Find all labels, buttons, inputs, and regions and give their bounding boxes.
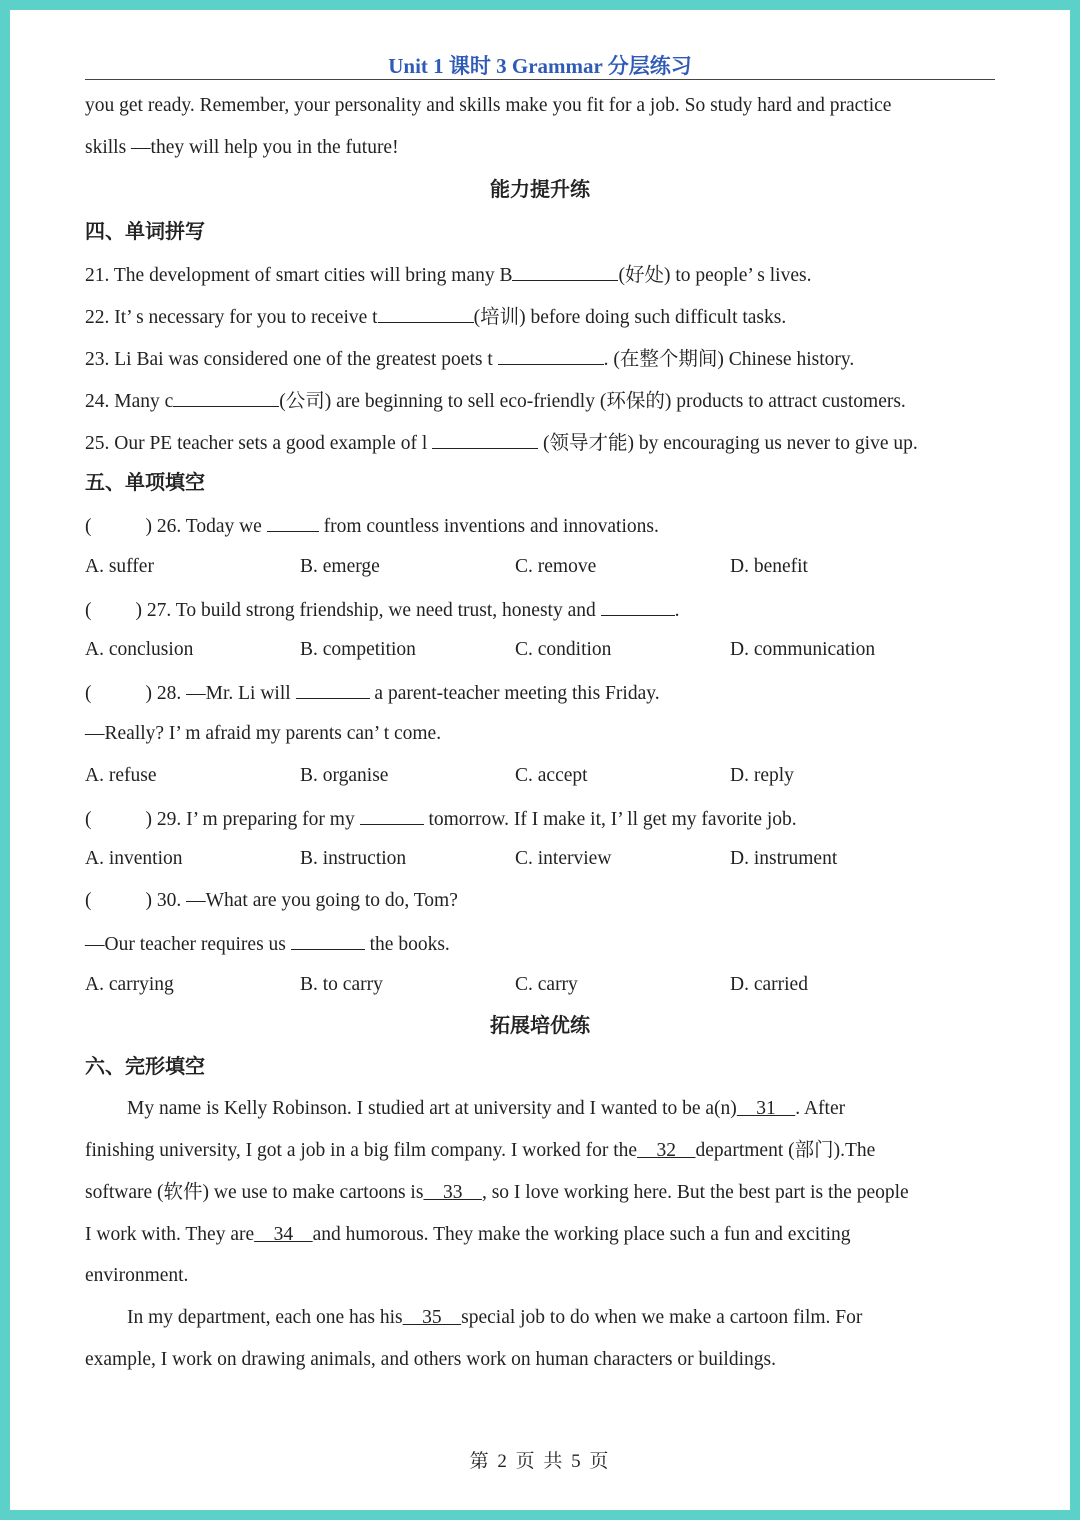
question-28 xyxy=(85,680,660,706)
section-title-ability: 能力提升练 xyxy=(490,179,590,201)
answer-blank[interactable] xyxy=(498,346,604,365)
cloze-text: software (软件) we use to make cartoons is xyxy=(85,1182,424,1203)
answer-blank[interactable] xyxy=(512,262,618,281)
question-25 xyxy=(85,430,918,456)
option-c[interactable]: C. remove xyxy=(515,556,597,577)
option-d[interactable]: D. reply xyxy=(730,765,794,786)
question-text: ) 27. To build strong friendship, we need trust, honesty and xyxy=(135,600,601,621)
part6-heading: 六、完形填空 xyxy=(85,1056,205,1078)
question-text: 23. Li Bai was considered one of the greatest poets t xyxy=(85,349,498,370)
question-text: (领导才能) by encouraging us never to give up. xyxy=(538,433,918,454)
answer-blank[interactable] xyxy=(296,680,370,699)
cloze-line xyxy=(127,1306,862,1330)
option-b[interactable]: B. competition xyxy=(300,639,416,660)
option-b[interactable]: B. emerge xyxy=(300,556,380,577)
intro-line: you get ready. Remember, your personality and skills make you fit for a job. So study hard and practice xyxy=(85,95,892,116)
cloze-blank-35[interactable]: 35 xyxy=(402,1307,462,1328)
question-text: . (在整个期间) Chinese history. xyxy=(603,349,855,370)
answer-paren: ( xyxy=(85,516,92,537)
question-text: ) 26. Today we xyxy=(145,516,267,537)
cloze-text: special job to do when we make a cartoon film. For xyxy=(461,1307,863,1328)
question-text: ) 29. I’ m preparing for my xyxy=(145,809,360,830)
cloze-line: environment. xyxy=(85,1265,189,1286)
cloze-line xyxy=(85,1181,909,1205)
question-text: ) 30. —What are you going to do, Tom? xyxy=(145,890,458,911)
option-a[interactable]: A. invention xyxy=(85,848,183,869)
cloze-text: . After xyxy=(795,1098,846,1119)
option-a[interactable]: A. carrying xyxy=(85,974,174,995)
answer-paren: ( xyxy=(85,809,92,830)
answer-blank[interactable] xyxy=(601,597,675,616)
cloze-text: My name is Kelly Robinson. I studied art at university and I wanted to be a(n) xyxy=(127,1098,737,1119)
option-d[interactable]: D. communication xyxy=(730,639,876,660)
answer-paren: ( xyxy=(85,890,92,911)
option-c[interactable]: C. carry xyxy=(515,974,578,995)
answer-blank[interactable] xyxy=(267,513,319,532)
option-a[interactable]: A. suffer xyxy=(85,556,154,577)
question-text: tomorrow. If I make it, I’ ll get my favorite job. xyxy=(423,809,797,830)
question-text: . xyxy=(674,600,680,621)
cloze-text: , so I love working here. But the best part is the people xyxy=(481,1182,909,1203)
part4-heading: 四、单词拼写 xyxy=(85,221,205,243)
question-24 xyxy=(85,388,906,414)
cloze-line xyxy=(85,1223,851,1247)
question-text: 24. Many c xyxy=(85,391,174,412)
answer-paren: ( xyxy=(85,600,92,621)
dialogue-reply xyxy=(85,931,450,957)
question-29 xyxy=(85,806,797,832)
option-b[interactable]: B. instruction xyxy=(300,848,407,869)
question-text: (公司) are beginning to sell eco-friendly (环保的) products to attract customers. xyxy=(279,391,906,412)
cloze-blank-34[interactable]: 34 xyxy=(254,1224,313,1245)
answer-blank[interactable] xyxy=(432,430,538,449)
answer-blank[interactable] xyxy=(378,304,474,323)
cloze-line xyxy=(127,1097,845,1121)
question-text: 25. Our PE teacher sets a good example of l xyxy=(85,433,433,454)
cloze-blank-33[interactable]: 33 xyxy=(423,1182,482,1203)
question-text: 21. The development of smart cities will bring many B xyxy=(85,265,513,286)
answer-blank[interactable] xyxy=(360,806,424,825)
question-text: from countless inventions and innovations. xyxy=(318,516,659,537)
option-c[interactable]: C. accept xyxy=(515,765,588,786)
option-c[interactable]: C. interview xyxy=(515,848,612,869)
section-title-extend: 拓展培优练 xyxy=(490,1015,590,1037)
cloze-text: I work with. They are xyxy=(85,1224,255,1245)
option-d[interactable]: D. benefit xyxy=(730,556,808,577)
answer-blank[interactable] xyxy=(291,931,365,950)
dialogue-reply: —Really? I’ m afraid my parents can’ t come. xyxy=(85,723,442,744)
part5-heading: 五、单项填空 xyxy=(85,472,205,494)
answer-paren: ( xyxy=(85,683,92,704)
question-27 xyxy=(85,597,680,623)
question-text: the books. xyxy=(364,934,450,955)
cloze-blank-32[interactable]: 32 xyxy=(637,1140,696,1161)
question-text: a parent-teacher meeting this Friday. xyxy=(369,683,660,704)
option-a[interactable]: A. refuse xyxy=(85,765,157,786)
option-b[interactable]: B. organise xyxy=(300,765,389,786)
question-text: ) 28. —Mr. Li will xyxy=(145,683,296,704)
option-b[interactable]: B. to carry xyxy=(300,974,383,995)
cloze-text: In my department, each one has his xyxy=(127,1307,403,1328)
answer-blank[interactable] xyxy=(173,388,279,407)
option-d[interactable]: D. carried xyxy=(730,974,808,995)
cloze-blank-31[interactable]: 31 xyxy=(736,1098,796,1119)
cloze-text: department (部门).The xyxy=(695,1140,876,1161)
cloze-line xyxy=(85,1139,875,1163)
question-text: (好处) to people’ s lives. xyxy=(618,265,812,286)
question-text: (培训) before doing such difficult tasks. xyxy=(473,307,787,328)
question-text: —Our teacher requires us xyxy=(85,934,291,955)
question-23 xyxy=(85,346,854,372)
question-21 xyxy=(85,262,811,288)
question-text: 22. It’ s necessary for you to receive t xyxy=(85,307,378,328)
question-26 xyxy=(85,513,659,539)
page-header-title: Unit 1 课时 3 Grammar 分层练习 xyxy=(388,54,692,78)
option-d[interactable]: D. instrument xyxy=(730,848,838,869)
cloze-text: and humorous. They make the working place such a fun and exciting xyxy=(312,1224,851,1245)
document-page xyxy=(10,10,1070,1510)
question-22 xyxy=(85,304,786,330)
option-c[interactable]: C. condition xyxy=(515,639,612,660)
header-divider xyxy=(85,79,995,80)
option-a[interactable]: A. conclusion xyxy=(85,639,194,660)
cloze-text: finishing university, I got a job in a big film company. I worked for the xyxy=(85,1140,638,1161)
cloze-line: example, I work on drawing animals, and others work on human characters or buildings. xyxy=(85,1349,776,1370)
intro-line: skills —they will help you in the future! xyxy=(85,137,399,158)
page-number-footer: 第 2 页 共 5 页 xyxy=(469,1451,611,1472)
question-30 xyxy=(85,889,458,913)
